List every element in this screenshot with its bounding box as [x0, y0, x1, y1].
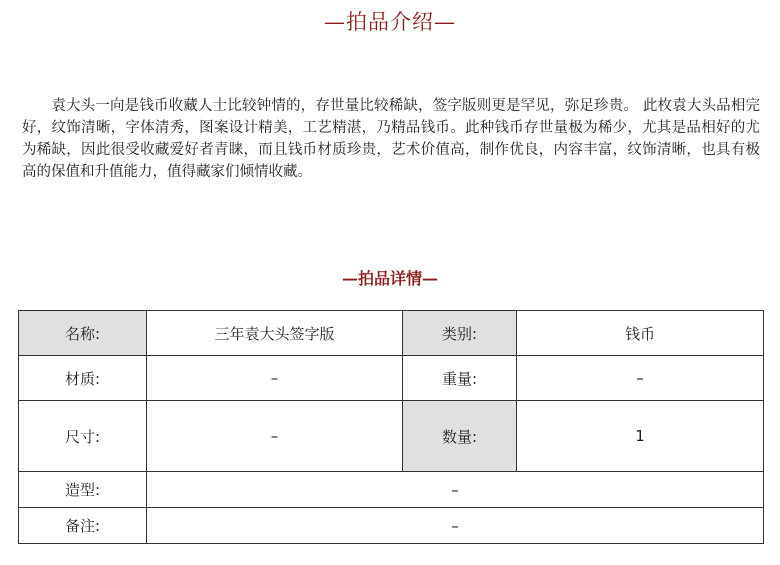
size-label: 尺寸: — [19, 401, 147, 472]
shape-label: 造型: — [19, 472, 147, 508]
table-row — [19, 311, 764, 356]
table-row — [19, 508, 764, 544]
intro-title: —拍品介绍— — [324, 10, 456, 34]
quantity-value: 1 — [517, 401, 764, 472]
size-value: – — [147, 401, 403, 472]
details-title: —拍品详情— — [341, 269, 438, 288]
material-value: – — [147, 356, 403, 401]
details-table — [18, 310, 764, 544]
name-label: 名称: — [19, 311, 147, 356]
category-value: 钱币 — [517, 311, 764, 356]
material-label: 材质: — [19, 356, 147, 401]
quantity-label: 数量: — [403, 401, 517, 472]
table-row — [19, 356, 764, 401]
table-row — [19, 401, 764, 472]
remark-value: – — [147, 508, 764, 544]
name-value: 三年袁大头签字版 — [147, 311, 403, 356]
weight-value: – — [517, 356, 764, 401]
shape-value: – — [147, 472, 764, 508]
intro-paragraph: 袁大头一向是钱币收藏人士比较钟情的，存世量比较稀缺，签字版则更是罕见，弥足珍贵。 此枚袁大头品相完好，纹饰清晰，字体清秀，图案设计精美，工艺精湛，乃精品钱币。此种钱币存世量极为稀少，尤其是品相好的尤为稀缺，因此很受收藏爱好者青睐，而且钱币材质珍贵，艺术价值高，制作优良，内容丰富，纹饰清晰，也具有极高的保值和升值能力，值得藏家们倾情收藏。 — [22, 98, 760, 180]
table-row — [19, 472, 764, 508]
weight-label: 重量: — [403, 356, 517, 401]
remark-label: 备注: — [19, 508, 147, 544]
category-label: 类别: — [403, 311, 517, 356]
